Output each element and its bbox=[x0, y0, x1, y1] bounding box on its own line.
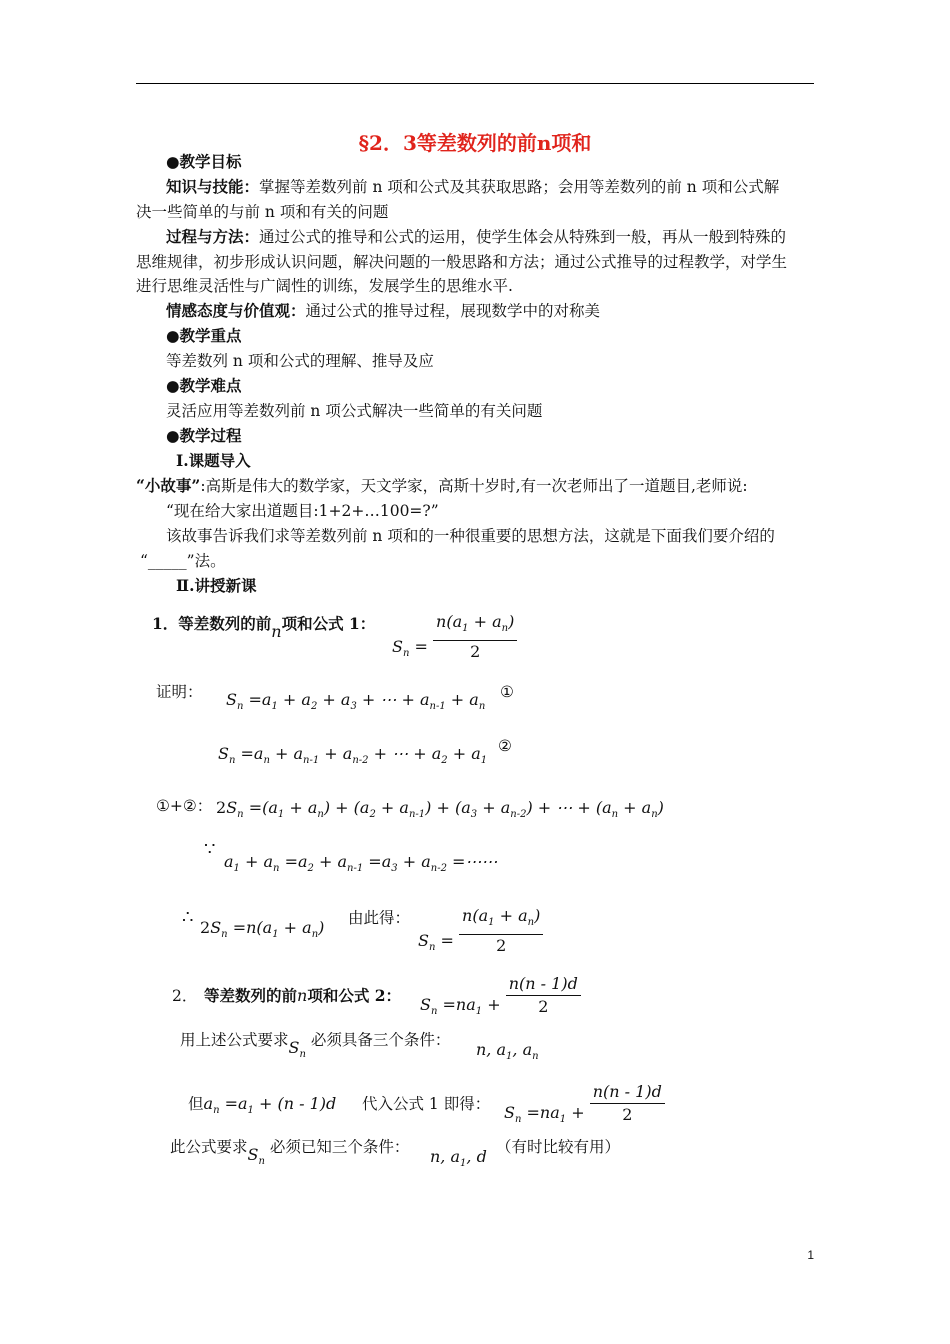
heading-process: ●教学过程 bbox=[166, 426, 242, 445]
equation-2: $S_n =a_n + a_{n-1} + a_{n-2}$ + ⋯ + $a_2 + a_1$ bbox=[218, 744, 488, 767]
formula1: $S_n$ = $\frac{n(a_1 + a_n)}{2}$ bbox=[392, 612, 517, 662]
hence-label: 由此得： bbox=[348, 909, 411, 927]
require-line bbox=[170, 1137, 410, 1168]
formula1-label bbox=[152, 614, 376, 641]
story-line-3: 该故事告诉我们求等差数列前 n 项和的一种很重要的思想方法，这就是下面我们要介绍的 bbox=[166, 527, 775, 545]
formula2-label-b: 项和公式 2： bbox=[307, 986, 402, 1005]
formula2-label bbox=[204, 986, 401, 1006]
formula2-n: n bbox=[297, 986, 308, 1005]
header-rule bbox=[136, 83, 814, 84]
knowledge-line-1 bbox=[166, 177, 779, 197]
use-text-a: 用上述公式要求 bbox=[180, 1031, 289, 1049]
formula2: $S_n =na_1$ + $\frac{n(n - 1)d}{2}$ bbox=[420, 974, 581, 1017]
story-text-1: :高斯是伟大的数学家，天文学家，高斯十岁时,有一次老师出了一道题目,老师说: bbox=[200, 477, 748, 495]
require-text-a: 此公式要求 bbox=[170, 1138, 248, 1156]
formula1-label-b: 项和公式 1： bbox=[281, 614, 376, 633]
section-new: Ⅱ.讲授新课 bbox=[176, 576, 257, 595]
section-intro: Ⅰ.课题导入 bbox=[176, 451, 251, 470]
because-symbol: ∵ bbox=[204, 839, 216, 860]
page-title: §2．3等差数列的前n项和 bbox=[358, 131, 592, 155]
require-text-b: 必须已知三个条件： bbox=[269, 1138, 410, 1156]
heading-difficult: ●教学难点 bbox=[166, 376, 242, 395]
equation-1: $S_n =a_1 + a_2 + a_3$ + ⋯ + $a_{n-1} + a_n$ bbox=[226, 690, 486, 713]
page-number: 1 bbox=[807, 1248, 814, 1262]
story-line-4: “_____”法。 bbox=[140, 552, 226, 570]
equation-result: $S_n$ = $\frac{n(a_1 + a_n)}{2}$ bbox=[418, 906, 543, 956]
note: （有时比较有用） bbox=[496, 1138, 621, 1156]
sum-label: ①+②： bbox=[156, 797, 213, 815]
process-line-3: 进行思维灵活性与广阔性的训练，发展学生的思维水平. bbox=[136, 277, 513, 295]
knowledge-line-2: 决一些简单的与前 n 项和有关的问题 bbox=[136, 203, 389, 221]
key-text: 等差数列 n 项和公式的理解、推导及应 bbox=[166, 352, 434, 370]
use-line bbox=[180, 1030, 451, 1061]
story-line-2: “现在给大家出道题目:1+2+…100=?” bbox=[166, 502, 439, 520]
equation-sum: $2S_n =(a_1 + a_n) + (a_2 + a_{n-1}) + (a_3 + a_{n-2})$ + ⋯ + $(a_n + a_n)$ bbox=[216, 798, 664, 821]
therefore-symbol: ∴ bbox=[182, 907, 194, 928]
story-line-1 bbox=[136, 476, 748, 496]
proof-label: 证明： bbox=[156, 683, 203, 701]
emotion-text: 通过公式的推导过程，展现数学中的对称美 bbox=[305, 302, 601, 320]
formula1-label-a: 1．等差数列的前 bbox=[152, 614, 272, 633]
equation-2sn: $2S_n =n(a_1 + a_n)$ bbox=[200, 918, 325, 941]
process-line-2: 思维规律，初步形成认识问题，解决问题的一般思路和方法；通过公式推导的过程教学，对学生 bbox=[136, 253, 788, 271]
knowledge-text-1: 掌握等差数列前 n 项和公式及其获取思路；会用等差数列的前 n 项和公式解 bbox=[259, 178, 780, 196]
formula1-n: n bbox=[271, 622, 282, 641]
process-text-1: 通过公式的推导和公式的运用，使学生体会从特殊到一般，再从一般到特殊的 bbox=[259, 228, 787, 246]
use-sn: $S_n$ bbox=[288, 1038, 306, 1061]
circle-2: ② bbox=[498, 737, 512, 755]
process-line-1 bbox=[166, 227, 786, 247]
heading-key: ●教学重点 bbox=[166, 326, 242, 345]
equation-pairs: $a_1 + a_n =a_2 + a_{n-1} =a_3 + a_{n-2}$ =⋯⋯ bbox=[224, 852, 498, 875]
formula2-label-a: 等差数列的前 bbox=[204, 986, 298, 1005]
difficult-text: 灵活应用等差数列前 n 项公式解决一些简单的有关问题 bbox=[166, 402, 543, 420]
conditions-1: n, $a_1$, $a_n$ bbox=[476, 1040, 539, 1063]
heading-objectives: ●教学目标 bbox=[166, 152, 242, 171]
story-label: “小故事” bbox=[136, 476, 201, 495]
equation-an: $a_n =a_1 + (n - 1)d$ bbox=[203, 1094, 337, 1117]
knowledge-label: 知识与技能： bbox=[166, 177, 260, 196]
use-text-b: 必须具备三个条件： bbox=[310, 1031, 451, 1049]
require-sn: $S_n$ bbox=[247, 1145, 265, 1168]
emotion-line bbox=[166, 301, 600, 321]
emotion-label: 情感态度与价值观： bbox=[166, 301, 306, 320]
process-label: 过程与方法： bbox=[166, 227, 260, 246]
substitute-label: 代入公式 1 即得： bbox=[362, 1095, 491, 1113]
formula2-number: 2． bbox=[172, 987, 198, 1005]
circle-1: ① bbox=[500, 683, 514, 701]
but-line bbox=[188, 1094, 336, 1121]
formula2-derived: $S_n =na_1$ + $\frac{n(n - 1)d}{2}$ bbox=[504, 1082, 665, 1125]
conditions-2: n, $a_1$, d bbox=[430, 1147, 487, 1170]
but-text: 但 bbox=[188, 1095, 204, 1113]
